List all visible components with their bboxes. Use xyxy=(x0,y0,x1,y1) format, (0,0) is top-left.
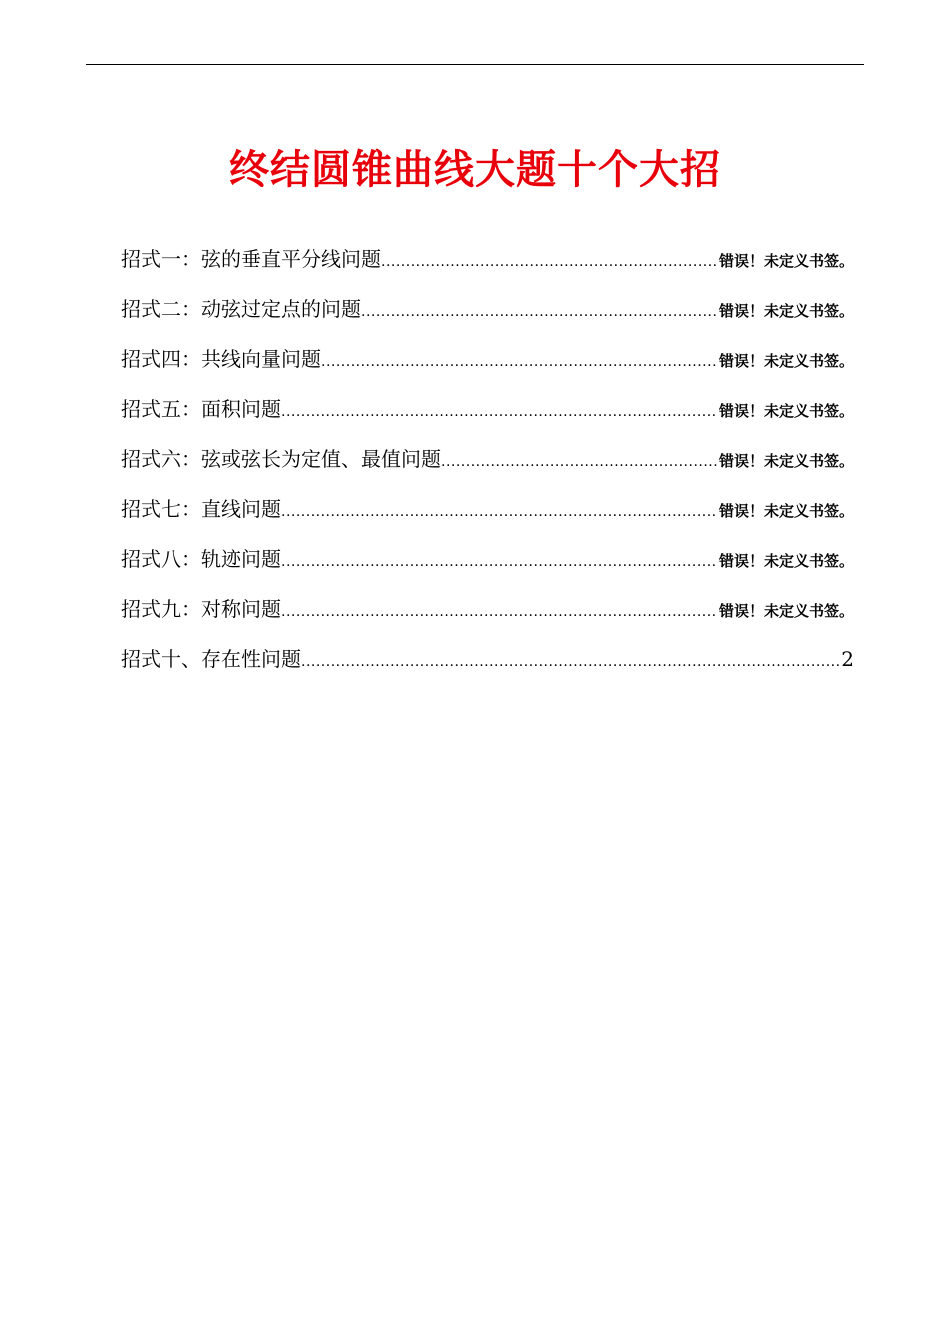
toc-entry-page: 错误！未定义书签。 xyxy=(718,502,854,520)
toc-entry-page: 错误！未定义书签。 xyxy=(718,402,854,420)
toc-entry[interactable] xyxy=(121,292,854,342)
toc-leader-dots xyxy=(361,295,717,329)
toc-entry-label: 招式五：面积问题 xyxy=(121,397,281,421)
toc-entry-page: 2 xyxy=(841,647,854,671)
toc-entry-label: 招式一：弦的垂直平分线问题 xyxy=(121,247,381,271)
toc-leader-dots xyxy=(281,395,717,429)
toc-entry-label: 招式四：共线向量问题 xyxy=(121,347,321,371)
document-title: 终结圆锥曲线大题十个大招 xyxy=(229,147,721,193)
toc-entry-label: 招式六：弦或弦长为定值、最值问题 xyxy=(121,447,441,471)
toc-entry[interactable] xyxy=(121,442,854,492)
toc-entry-label: 招式八：轨迹问题 xyxy=(121,547,281,571)
toc-entry-label: 招式七：直线问题 xyxy=(121,497,281,521)
toc-entry[interactable] xyxy=(121,392,854,442)
table-of-contents xyxy=(121,242,854,692)
toc-leader-dots xyxy=(381,245,717,279)
toc-entry[interactable] xyxy=(121,342,854,392)
toc-leader-dots xyxy=(321,345,717,379)
toc-leader-dots xyxy=(301,645,839,679)
toc-entry-label: 招式十、存在性问题 xyxy=(121,647,301,671)
toc-entry-label: 招式九：对称问题 xyxy=(121,597,281,621)
header-rule xyxy=(86,64,864,65)
toc-leader-dots xyxy=(281,495,717,529)
toc-entry-page: 错误！未定义书签。 xyxy=(718,352,854,370)
toc-leader-dots xyxy=(281,595,717,629)
toc-leader-dots xyxy=(441,445,717,479)
toc-entry-label: 招式二：动弦过定点的问题 xyxy=(121,297,361,321)
toc-entry[interactable] xyxy=(121,592,854,642)
toc-entry-page: 错误！未定义书签。 xyxy=(718,302,854,320)
toc-entry-page: 错误！未定义书签。 xyxy=(718,452,854,470)
toc-entry-page: 错误！未定义书签。 xyxy=(718,552,854,570)
toc-entry[interactable] xyxy=(121,242,854,292)
toc-entry[interactable] xyxy=(121,542,854,592)
toc-leader-dots xyxy=(281,545,717,579)
toc-entry[interactable] xyxy=(121,492,854,542)
toc-entry-page: 错误！未定义书签。 xyxy=(718,602,854,620)
toc-entry-page: 错误！未定义书签。 xyxy=(718,252,854,270)
toc-entry[interactable] xyxy=(121,642,854,692)
